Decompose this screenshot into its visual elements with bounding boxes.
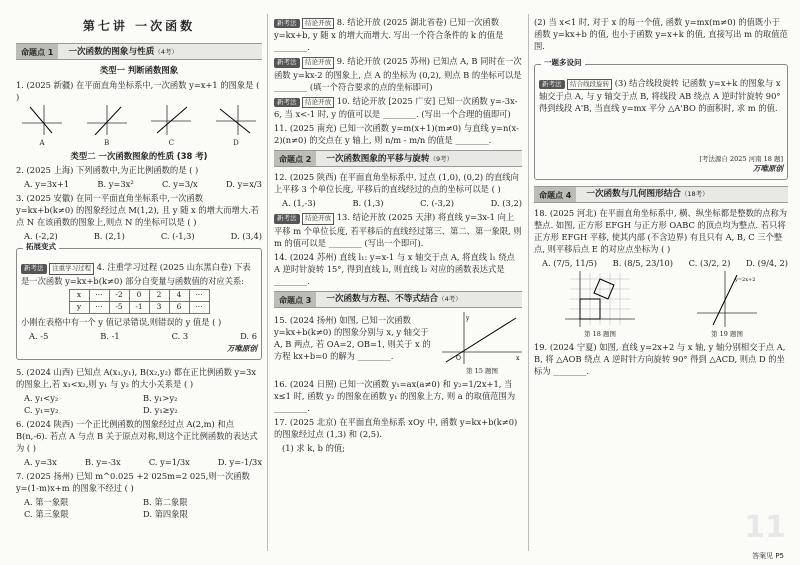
graph-option-c: C — [151, 105, 191, 148]
svg-text:y: y — [466, 314, 470, 322]
figure-15-caption: 第 15 题图 — [466, 366, 498, 375]
type-heading-1: 类型一 判断函数图象 — [99, 65, 179, 76]
page-title: 第七讲 一次函数 — [82, 19, 196, 33]
svg-text:x: x — [516, 354, 520, 362]
extension-tag: 拓展变式 — [23, 242, 59, 253]
question-16: 16. (2024 日照) 已知一次函数 y₁=ax(a≠0) 和 y₂=1/2x+1, 当 x≤1 时, 函数 y₂ 的图象在函数 y₁ 的图象上方, 则 a 的取值范围为 ________. — [274, 379, 516, 414]
extension-box — [16, 242, 262, 359]
section-tag: 命题点 3 — [274, 292, 316, 307]
section-title: 一次函数图象的平移与旋转（9考） — [326, 153, 454, 164]
column-right — [534, 14, 788, 379]
section-title: 一次函数与方程、不等式结合（4考） — [326, 294, 462, 305]
question-7: 7. (2025 扬州) 已知 m^0.025 +2 025m=2 025,则一次函数 y=(1-m)x+m 的图象不经过 ( ) — [16, 470, 250, 493]
source-note: [考法源自 2025 河南 18 题] — [699, 154, 783, 163]
figure-18 — [565, 271, 635, 339]
figure-19-caption: 第 19 题图 — [711, 329, 743, 338]
section-header-2 — [274, 150, 522, 167]
question-8: 新考法 结论开放 8. 结论开放 (2025 湖北省卷) 已知一次函数 y=kx+b, y 随 x 的增大而增大. 写出一个符合条件的 k 的值是 ________. — [274, 17, 504, 53]
brand-mark: 万唯原创 — [753, 163, 783, 173]
section-tag: 命题点 2 — [274, 151, 316, 166]
question-12-options: A. (1,-3) B. (1,3) C. (-3,2) D. (3,2) — [282, 198, 522, 209]
brand-mark: 万唯原创 — [227, 343, 257, 353]
figure-18-caption: 第 18 题图 — [584, 329, 616, 338]
question-4: 新考法 注重学习过程 4. 注重学习过程 (2025 山东黑白卷) 下表是一次函数 y=kx+b(k≠0) 部分自变量与函数值的对应关系: — [21, 262, 251, 286]
question-12: 12. (2025 陕西) 在平面直角坐标系中, 过点 (1,0), (0,2) 的直线向上平移 3 个单位长度, 平移后的直线经过的点的坐标可以是 ( ) — [274, 172, 519, 195]
question-15-row — [274, 312, 522, 376]
question-2: 2. (2025 上海) 下列函数中,为正比例函数的是 ( ) — [16, 165, 199, 176]
section-title: 一次函数与几何图形结合（18考） — [586, 189, 709, 200]
question-11: 11. (2025 南充) 已知一次函数 y=m(x+1)(m≠0) 与直线 y=n(x-2)(n≠0) 的交点在 y 轴上, 则 n/m - m/n 的值是 ________. — [274, 123, 519, 146]
answer-reference: 答案见 P5 — [752, 551, 784, 560]
figure-19 — [697, 271, 757, 339]
figures-18-19 — [534, 271, 788, 339]
question-4-stem: 小刚在表格中有一个 y 值记录错误,则错误的 y 值是 ( ) — [21, 316, 222, 327]
type-heading-2: 类型二 一次函数图象的性质 (38 考) — [70, 150, 208, 161]
section-title: 一次函数的图象与性质（4考） — [68, 46, 178, 57]
question-18: 18. (2025 河北) 在平面直角坐标系中, 横、纵坐标都是整数的点称为整点. 如图, 正方形 EFGH 与正方形 OABC 的顶点均为整点. 若只将正方形 EFGH 平移, 使其内部 (不含边界) 有且只有 A, B, C 三个整点, 则平移后点 E 的对应点坐标为 ( ) — [534, 207, 788, 254]
question-17-part-3: 新考法 结合线段旋转 (3) 结合线段旋转 记函数 y=x+k 的图象与 x 轴交于点 A, 与 y 轴交于点 B, 将线段 AB 绕点 A 逆时针旋转 90° 得到线段 A'B, 当直线 y=mx 平分 △A'BO 的面积时, 求 m 的值. — [539, 78, 781, 114]
question-14: 14. (2024 苏州) 直线 l₁: y=x-1 与 x 轴交于点 A, 将直线 l₁ 绕点 A 逆时针旋转 15°, 得到直线 l₂, 则直线 l₂ 对应的函数表达式是 ________. — [274, 251, 515, 286]
graph-option-b: B — [87, 105, 127, 148]
question-17-part-1: (1) 求 k, b 的值; — [282, 443, 345, 454]
section-tag: 命题点 4 — [534, 187, 576, 202]
section-header-3 — [274, 291, 522, 308]
page-number-watermark: 11 — [744, 509, 786, 545]
section-header-1 — [16, 43, 262, 60]
figure-15 — [442, 312, 522, 376]
column-divider — [267, 14, 268, 551]
question-2-options: A. y=3x+1 B. y=3x² C. y=3/x D. y=x/3 — [24, 179, 262, 190]
multi-question-tag: 一题多设问 — [541, 58, 585, 69]
question-4-options: A. -5 B. -1 C. 3 D. 6 — [29, 330, 257, 341]
column-left — [16, 14, 262, 522]
question-10: 新考法 结论开放 10. 结论开放 [2025 广安] 已知一次函数 y=-3x-6, 当 x<-1 时, y 的值可以是 ________. (写出一个合理的值即可) — [274, 95, 518, 120]
question-17: 17. (2025 北京) 在平面直角坐标系 xOy 中, 函数 y=kx+b(k≠0) 的图象经过点 (1,3) 和 (2,5). — [274, 417, 518, 440]
question-1: 1. (2025 新疆) 在平面直角坐标系中,一次函数 y=x+1 的图象是 ( ) — [16, 79, 260, 102]
question-6-options: A. y=3x B. y=-3x C. y=1/3x D. y=-1/3x — [24, 456, 262, 467]
svg-text:O: O — [456, 354, 461, 362]
column-middle — [274, 14, 522, 456]
question-17-part-2: (2) 当 x<1 时, 对于 x 的每一个值, 函数 y=mx(m≠0) 的值既小于函数 y=kx+b 的值, 也小于函数 y=x+k 的值, 直接写出 m 的取值范围. — [534, 17, 788, 52]
graph-option-d: D — [216, 105, 256, 148]
question-7-options: A. 第一象限 B. 第二象限 C. 第三象限 D. 第四象限 — [24, 496, 188, 519]
question-3-options: A. (-2,2) B. (2,1) C. (-1,3) D. (3,4) — [24, 231, 262, 242]
question-5: 5. (2024 山西) 已知点 A(x₁,y₁), B(x₂,y₂) 都在正比例函数 y=3x 的图象上,若 x₁<x₂,则 y₁ 与 y₂ 的大小关系是 ( ) — [16, 366, 257, 389]
question-6: 6. (2024 陕西) 一个正比例函数的图象经过点 A(2,m) 和点 B(n,-6). 若点 A 与点 B 关于原点对称,则这个正比例函数的表达式为 ( ) — [16, 418, 258, 453]
question-19: 19. (2024 宁夏) 如图, 直线 y=2x+2 与 x 轴, y 轴分别相交于点 A, B, 将 △AOB 绕点 A 逆时针方向旋转 90° 得到 △ACD, 则点 D 的坐标为 ________. — [534, 342, 786, 377]
question-18-options: A. (7/5, 11/5) B. (8/5, 23/10) C. (3/2, 2) D. (9/4, 2) — [542, 257, 788, 268]
question-9: 新考法 结论开放 9. 结论开放 (2025 苏州) 已知点 A, B 同时在一次函数 y=kx-2 的图象上, 点 A 的坐标为 (0,2), 则点 B 的坐标可以是 ________ (填一个符合要求的点的坐标即可) — [274, 56, 522, 92]
question-5-options: A. y₁<y₂ B. y₁>y₂ C. y₁=y₂ D. y₁≥y₂ — [24, 392, 178, 415]
question-1-graphs — [22, 105, 256, 148]
question-3: 3. (2025 安徽) 在同一平面直角坐标系中,一次函数 y=kx+b(k≠0) 的图象经过点 M(1,2), 且 y 随 x 的增大而增大.若点 N 在该函数的图象上,则点 N 的坐标可以是 ( ) — [16, 193, 260, 228]
section-header-4 — [534, 186, 788, 203]
column-divider — [528, 14, 529, 551]
svg-text:y=2x+2: y=2x+2 — [735, 276, 756, 283]
multi-question-box — [534, 58, 788, 180]
graph-option-a: A — [22, 105, 62, 148]
question-15: 15. (2024 扬州) 如图, 已知一次函数 y=kx+b(k≠0) 的图象分别与 x, y 轴交于 A, B 两点, 若 OA=2, OB=1, 则关于 x 的方程 kx+b=0 的解为 ________. — [274, 314, 431, 361]
section-tag: 命题点 1 — [16, 44, 58, 59]
value-table: x ··· -2 0 2 4 ··· y ··· -5 -1 3 6 ··· — [69, 289, 210, 314]
question-13: 新考法 结论开放 13. 结论开放 (2025 天津) 将直线 y=3x-1 向上平移 m 个单位长度, 若平移后的直线经过第三、第二、第一象限, 则 m 的值可以是 ________ (写出一个即可). — [274, 212, 522, 248]
